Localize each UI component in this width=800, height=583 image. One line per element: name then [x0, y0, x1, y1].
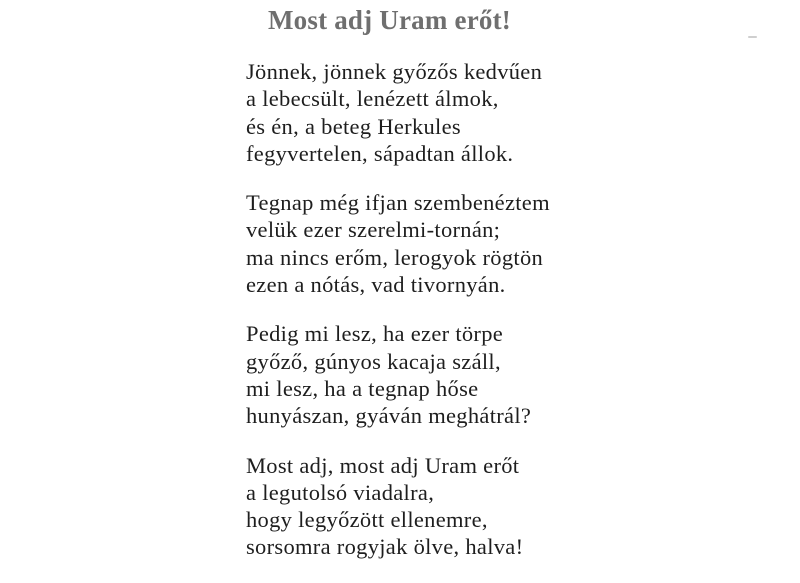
poem-title: Most adj Uram erőt! — [268, 5, 511, 35]
poem-body — [246, 58, 606, 583]
poem-line: hunyászan, gyáván meghátrál? — [246, 403, 532, 429]
poem-line: Tegnap még ifjan szembenéztem — [246, 190, 550, 216]
poem-line: a legutolsó viadalra, — [246, 479, 435, 505]
poem-line: Pedig mi lesz, ha ezer törpe — [246, 321, 504, 347]
poem-line: ma nincs erőm, lerogyok rögtön — [246, 244, 544, 270]
stanza-2 — [246, 189, 606, 298]
poem-line: a lebecsült, lenézett álmok, — [246, 86, 499, 112]
scan-speck — [748, 36, 757, 38]
poem-line: győző, gúnyos kacaja száll, — [246, 348, 501, 374]
poem-line: Most adj, most adj Uram erőt — [246, 452, 520, 478]
poem-line: ezen a nótás, vad tivornyán. — [246, 272, 506, 298]
poem-line: sorsomra rogyjak ölve, halva! — [246, 534, 524, 560]
poem-line: hogy legyőzött ellenemre, — [246, 507, 488, 533]
poem-line: fegyvertelen, sápadtan állok. — [246, 140, 514, 166]
poem-line: mi lesz, ha a tegnap hőse — [246, 375, 479, 401]
poem-line: velük ezer szerelmi-tornán; — [246, 217, 501, 243]
stanza-4 — [246, 452, 606, 561]
poem-line: Jönnek, jönnek győzős kedvűen — [246, 59, 543, 84]
stanza-1 — [246, 58, 606, 167]
poem-line: és én, a beteg Herkules — [246, 113, 461, 139]
stanza-3 — [246, 320, 606, 429]
